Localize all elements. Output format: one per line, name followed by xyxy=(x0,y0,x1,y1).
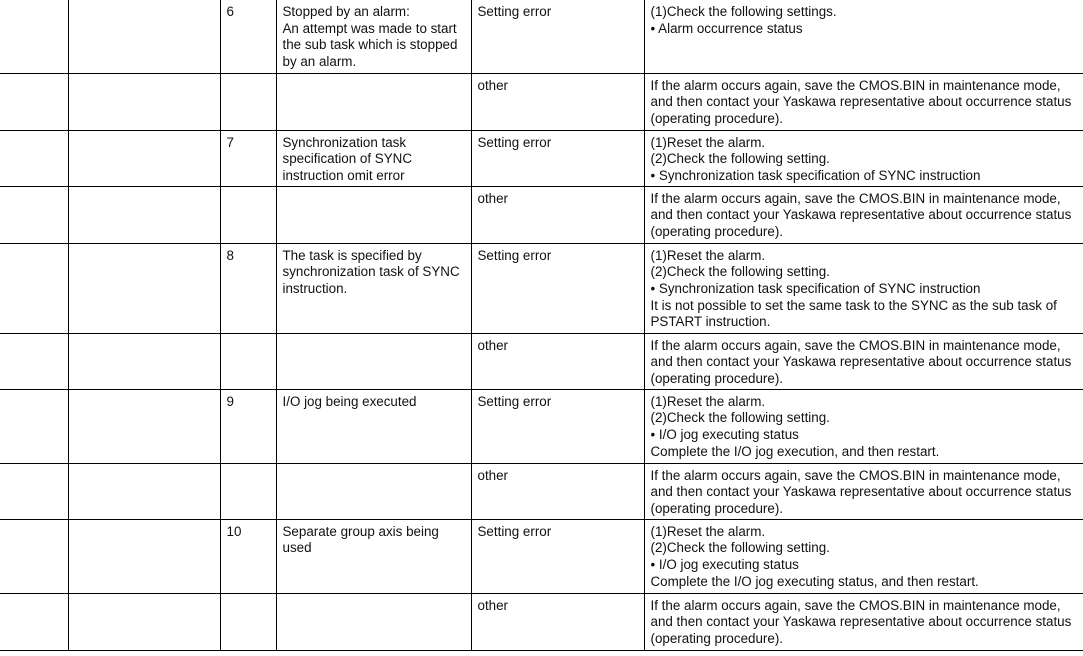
cause-cell: Setting error xyxy=(471,243,644,333)
alarm-name-cell xyxy=(68,519,220,593)
remedy-cell xyxy=(644,243,1083,333)
remedy-cell xyxy=(644,389,1083,463)
remedy-line: • Synchronization task specification of SYNC instruction xyxy=(650,167,981,183)
remedy-line: If the alarm occurs again, save the CMOS.BIN in maintenance mode, and then contact your Yaskawa representative about occurrence status (operating procedure). xyxy=(650,597,1072,646)
sub-code-cell: 8 xyxy=(220,243,276,333)
cause-cell: other xyxy=(471,593,644,650)
alarm-number-cell xyxy=(0,186,68,243)
alarm-name-cell xyxy=(68,333,220,389)
alarm-number-cell xyxy=(0,333,68,389)
cause-cell: Setting error xyxy=(471,0,644,73)
cause-cell: other xyxy=(471,186,644,243)
remedy-line: (2)Check the following setting. xyxy=(650,264,830,280)
alarm-name-cell xyxy=(68,73,220,130)
meaning-cell xyxy=(276,73,471,130)
remedy-line: • Alarm occurrence status xyxy=(650,20,803,36)
remedy-line: (1)Reset the alarm. xyxy=(650,134,766,150)
meaning-line: The task is specified by synchronization task of SYNC instruction. xyxy=(282,247,460,296)
remedy-line: If the alarm occurs again, save the CMOS.BIN in maintenance mode, and then contact your Yaskawa representative about occurrence status (operating procedure). xyxy=(650,190,1072,239)
sub-code-cell xyxy=(220,333,276,389)
meaning-cell xyxy=(276,333,471,389)
alarm-name-cell xyxy=(68,186,220,243)
meaning-cell xyxy=(276,130,471,186)
alarm-name-cell xyxy=(68,130,220,186)
remedy-line: • Synchronization task specification of SYNC instruction xyxy=(650,280,981,296)
alarm-name-cell xyxy=(68,389,220,463)
table-row xyxy=(0,0,1083,73)
remedy-line: Complete the I/O jog execution, and then restart. xyxy=(650,443,940,459)
alarm-name-cell xyxy=(68,463,220,519)
remedy-line: If the alarm occurs again, save the CMOS.BIN in maintenance mode, and then contact your Yaskawa representative about occurrence status (operating procedure). xyxy=(650,467,1072,516)
cause-cell: Setting error xyxy=(471,389,644,463)
remedy-line: (1)Reset the alarm. xyxy=(650,247,766,263)
sub-code-cell xyxy=(220,593,276,650)
table-row xyxy=(0,243,1083,333)
meaning-line: Separate group axis being used xyxy=(282,523,439,556)
table-row xyxy=(0,389,1083,463)
alarm-number-cell xyxy=(0,73,68,130)
remedy-line: • I/O jog executing status xyxy=(650,426,799,442)
remedy-cell xyxy=(644,333,1083,389)
meaning-line: Stopped by an alarm: xyxy=(282,4,410,19)
cause-cell: Setting error xyxy=(471,130,644,186)
cause-cell: other xyxy=(471,73,644,130)
meaning-cell xyxy=(276,389,471,463)
alarm-name-cell xyxy=(68,243,220,333)
sub-code-cell xyxy=(220,73,276,130)
meaning-cell xyxy=(276,186,471,243)
remedy-line: (1)Reset the alarm. xyxy=(650,393,766,409)
sub-code-cell xyxy=(220,186,276,243)
meaning-cell xyxy=(276,0,471,73)
remedy-line: (1)Check the following settings. xyxy=(650,4,837,19)
remedy-cell xyxy=(644,186,1083,243)
remedy-cell xyxy=(644,73,1083,130)
remedy-cell xyxy=(644,0,1083,73)
alarm-number-cell xyxy=(0,463,68,519)
table-row xyxy=(0,130,1083,186)
meaning-cell xyxy=(276,243,471,333)
table-row xyxy=(0,463,1083,519)
remedy-cell xyxy=(644,463,1083,519)
remedy-cell xyxy=(644,593,1083,650)
remedy-line: (2)Check the following setting. xyxy=(650,410,830,426)
sub-code-cell: 6 xyxy=(220,0,276,73)
table-row xyxy=(0,186,1083,243)
remedy-line: (2)Check the following setting. xyxy=(650,540,830,556)
remedy-line: Complete the I/O jog executing status, and then restart. xyxy=(650,573,979,589)
alarm-name-cell xyxy=(68,0,220,73)
alarm-number-cell xyxy=(0,243,68,333)
sub-code-cell: 7 xyxy=(220,130,276,186)
meaning-line: Synchronization task specification of SYNC instruction omit error xyxy=(282,134,412,183)
alarm-number-cell xyxy=(0,593,68,650)
alarm-number-cell xyxy=(0,519,68,593)
meaning-line: I/O jog being executed xyxy=(282,393,417,409)
meaning-cell xyxy=(276,463,471,519)
table-row xyxy=(0,519,1083,593)
remedy-line: • I/O jog executing status xyxy=(650,556,799,572)
remedy-line: (2)Check the following setting. xyxy=(650,151,830,167)
meaning-cell xyxy=(276,519,471,593)
table-row xyxy=(0,593,1083,650)
remedy-cell xyxy=(644,519,1083,593)
meaning-cell xyxy=(276,593,471,650)
sub-code-cell: 9 xyxy=(220,389,276,463)
cause-cell: Setting error xyxy=(471,519,644,593)
cause-cell: other xyxy=(471,333,644,389)
remedy-line: If the alarm occurs again, save the CMOS.BIN in maintenance mode, and then contact your Yaskawa representative about occurrence status (operating procedure). xyxy=(650,77,1072,126)
remedy-line: It is not possible to set the same task to the SYNC as the sub task of PSTART instruction. xyxy=(650,297,1057,330)
sub-code-cell: 10 xyxy=(220,519,276,593)
remedy-line: (1)Reset the alarm. xyxy=(650,523,766,539)
alarm-number-cell xyxy=(0,0,68,73)
alarm-name-cell xyxy=(68,593,220,650)
alarm-number-cell xyxy=(0,130,68,186)
meaning-line: An attempt was made to start the sub task which is stopped by an alarm. xyxy=(282,20,458,70)
remedy-line: If the alarm occurs again, save the CMOS.BIN in maintenance mode, and then contact your Yaskawa representative about occurrence status (operating procedure). xyxy=(650,337,1072,386)
alarm-number-cell xyxy=(0,389,68,463)
table-row xyxy=(0,73,1083,130)
sub-code-cell xyxy=(220,463,276,519)
remedy-cell xyxy=(644,130,1083,186)
cause-cell: other xyxy=(471,463,644,519)
table-row xyxy=(0,333,1083,389)
